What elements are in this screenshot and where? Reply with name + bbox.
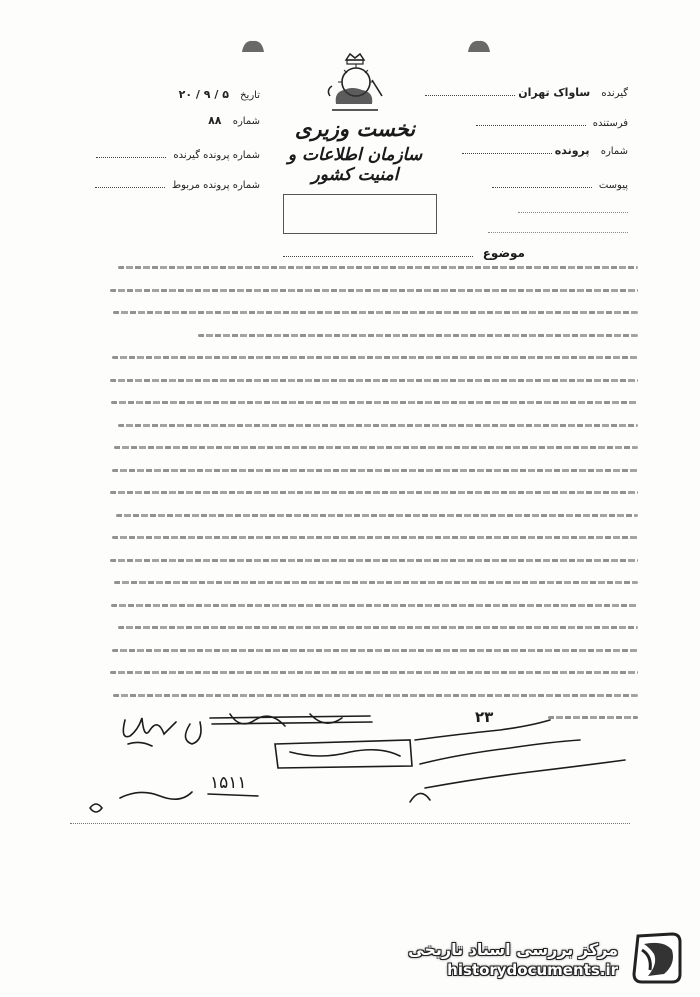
- signature-box: [275, 740, 412, 768]
- sender-label: فرستنده: [592, 118, 628, 129]
- date-value: ۵ / ۹ / ۲۰: [178, 88, 229, 101]
- scan-blot-right: [466, 38, 492, 56]
- body-line: [108, 393, 638, 416]
- body-line: [108, 483, 638, 506]
- numeral-top: ۲۳: [475, 708, 494, 726]
- body-line: [108, 348, 638, 371]
- recipient-file-number-field: [96, 148, 260, 161]
- attachment-dots: [492, 178, 592, 188]
- recipient-field: [425, 86, 628, 99]
- note-line-1: [518, 206, 628, 213]
- watermark: [408, 940, 618, 979]
- attachment-label: پیوست: [598, 180, 628, 191]
- note-line-2: [488, 226, 628, 233]
- body-line: [108, 506, 638, 529]
- signatures-area: [80, 700, 640, 830]
- related-file-number-label: شماره پرونده مربوط: [171, 180, 260, 191]
- letterhead-title: نخست وزیری: [294, 116, 416, 141]
- body-line: [108, 326, 638, 349]
- letterhead-subtitle: سازمان اطلاعات و امنیت کشور: [287, 145, 423, 185]
- watermark-name: مرکز بررسی اسناد تاریخی: [408, 940, 618, 959]
- letterhead: [270, 52, 440, 185]
- recipient-file-number-dots: [96, 148, 166, 158]
- file-number-value: پرونده: [554, 144, 590, 157]
- body-line: [108, 371, 638, 394]
- subject-label: موضوع: [482, 246, 525, 260]
- recipient-file-number-label: شماره پرونده گیرنده: [173, 150, 260, 161]
- signature-struck-out: [210, 714, 372, 726]
- date-label: تاریخ: [240, 90, 260, 101]
- related-file-number-field: [95, 178, 260, 191]
- number-label: شماره: [232, 116, 260, 127]
- body-line: [108, 551, 638, 574]
- attachment-field: [492, 178, 628, 191]
- body-line: [108, 416, 638, 439]
- numeral-bottom: ۱۵۱۱: [210, 773, 247, 793]
- signature-bottom-left: [90, 792, 258, 812]
- body-line: [108, 438, 638, 461]
- number-value: ۸۸: [208, 114, 222, 127]
- body-line: [108, 281, 638, 304]
- file-number-label: شماره: [600, 146, 628, 157]
- body-line: [108, 528, 638, 551]
- body-line: [108, 258, 638, 281]
- file-number-field: [462, 144, 628, 157]
- scan-blot-left: [240, 38, 266, 56]
- handwritten-note-right: [410, 720, 625, 802]
- body-line: [108, 596, 638, 619]
- file-number-dots: [462, 144, 552, 154]
- subject-dots: [283, 248, 473, 257]
- sender-dots: [476, 116, 586, 126]
- date-field: [179, 88, 260, 101]
- sender-field: [476, 116, 628, 129]
- recipient-value: ساواک تهران: [518, 86, 591, 99]
- number-field: [208, 114, 260, 127]
- letter-body: [108, 258, 638, 731]
- watermark-url: historydocuments.ir: [447, 961, 618, 979]
- recipient-dots: [425, 86, 515, 96]
- body-line: [108, 641, 638, 664]
- receipt-stamp: [283, 194, 437, 234]
- body-line: [108, 618, 638, 641]
- body-line: [108, 573, 638, 596]
- body-line: [108, 663, 638, 686]
- body-line: [108, 303, 638, 326]
- watermark-logo-icon: [628, 930, 686, 986]
- body-line: [108, 461, 638, 484]
- footer-dotted-line: [70, 823, 630, 824]
- lion-and-sun-emblem-icon: [322, 52, 388, 114]
- recipient-label: گیرنده: [601, 88, 628, 99]
- related-file-number-dots: [95, 178, 165, 188]
- signature-left: [123, 718, 201, 746]
